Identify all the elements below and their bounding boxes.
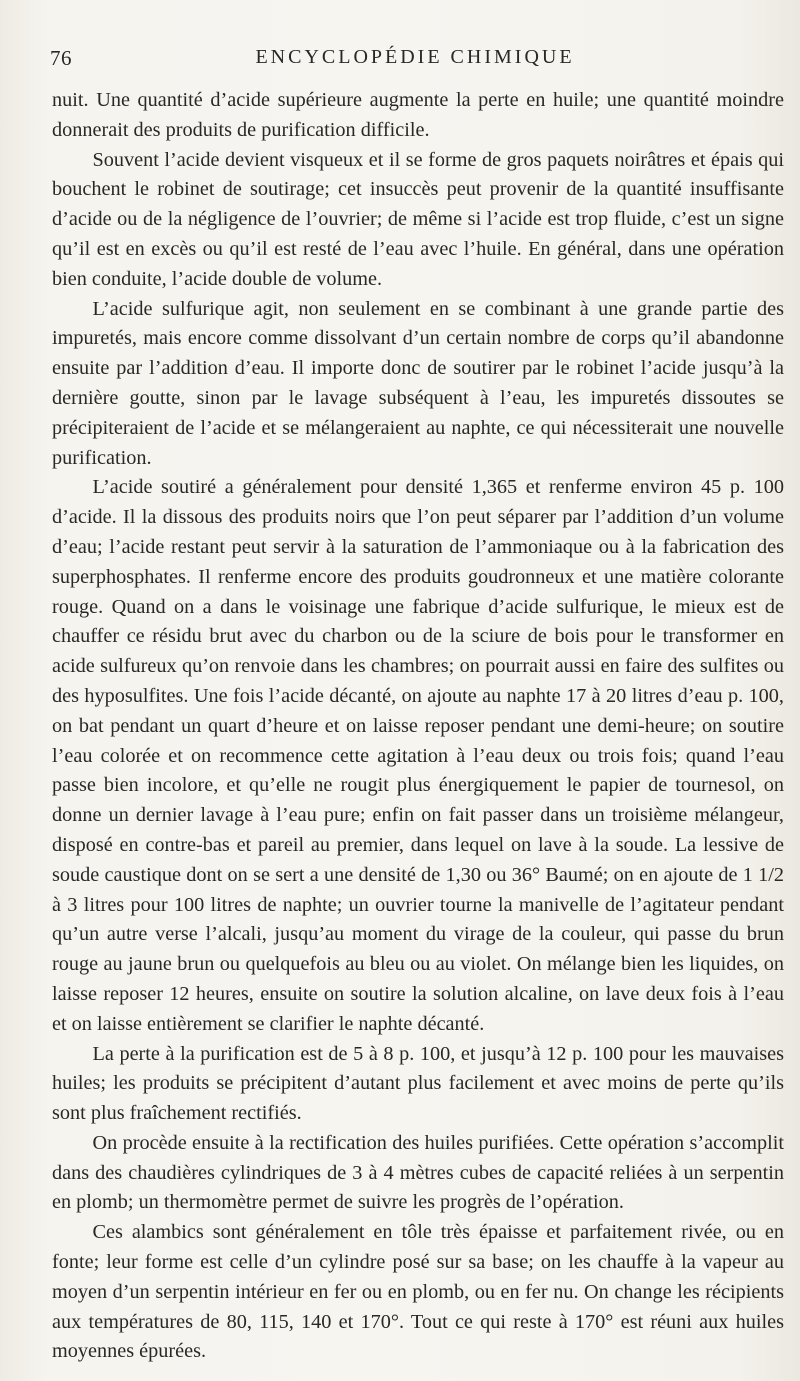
paragraph: Ces alambics sont généralement en tôle très épaisse et parfaitement rivée, ou en fonte; leur forme est celle d’un cylindre posé sur sa base; on les chauffe à la vapeur au moyen d’un serpentin intérieur en fer ou en plomb, ou en fer nu. On change les récipients aux températures de 80, 115, 140 et 170°. Tout ce qui reste à 170° est réuni aux huiles moyennes épurées. xyxy=(52,1221,784,1363)
paragraph: L’acide soutiré a généralement pour densité 1,365 et renferme environ 45 p. 100 d’acide. Il la dissous des produits noirs que l’on peut séparer par l’addition d’un volume d’eau; l’acide restant peut servir à la saturation de l’ammoniaque ou à la fabrication des superphosphates. Il renferme encore des produits goudronneux et une matière colorante rouge. Quand on a dans le voisinage une fabrique d’acide sulfurique, le mieux est de chauffer ce résidu brut avec du charbon ou de la sciure de bois pour le transformer en acide sulfureux qu’on renvoie dans les chambres; on pourrait aussi en faire des sulfites ou des hyposulfites. Une fois l’acide décanté, on ajoute au naphte 17 à 20 litres d’eau p. 100, on bat pendant un quart d’heure et on laisse reposer pendant une demi-heure; on soutire l’eau colorée et on recommence cette agitation à l’eau deux ou trois fois; quand l’eau passe bien incolore, et qu’elle ne rougit plus énergiquement le papier de tournesol, on donne un dernier lavage à l’eau pure; enfin on fait passer dans un troisième mélangeur, disposé en contre-bas et pareil au premier, dans lequel on lave à la soude. La lessive de soude caustique dont on se sert a une densité de 1,30 ou 36° Baumé; on en ajoute de 1 1/2 à 3 litres pour 100 litres de naphte; un ouvrier tourne la manivelle de l’agitateur pendant qu’un autre verse l’alcali, jusqu’au moment du virage de la couleur, qui passe du brun rouge au jaune brun ou quelquefois au bleu ou au violet. On mélange bien les liquides, on laisse reposer 12 heures, ensuite on soutire la solution alcaline, on lave deux fois à l’eau et on laisse entièrement se clarifier le naphte décanté. xyxy=(52,476,784,1035)
paragraph: L’acide sulfurique agit, non seulement en se combinant à une grande partie des impuretés, mais encore comme dissolvant d’un certain nombre de corps qu’il abandonne ensuite par l’addition d’eau. Il importe donc de soutirer par le robinet l’acide jusqu’à la dernière goutte, sinon par le lavage subséquent à l’eau, les impuretés dissoutes se précipiteraient de l’acide et se mélangeraient au naphte, ce qui nécessiterait une nouvelle purification. xyxy=(52,297,784,469)
paragraph: La perte à la purification est de 5 à 8 p. 100, et jusqu’à 12 p. 100 pour les mauvaises huiles; les produits se précipitent d’autant plus facilement et avec moins de perte qu’ils sont plus fraîchement rectifiés. xyxy=(52,1042,784,1125)
paragraph: On procède ensuite à la rectification des huiles purifiées. Cette opération s’accomplit dans des chaudières cylindriques de 3 à 4 mètres cubes de capacité reliées à un serpentin en plomb; un thermomètre permet de suivre les progrès de l’opération. xyxy=(52,1131,784,1214)
running-title: ENCYCLOPÉDIE CHIMIQUE xyxy=(255,46,575,68)
paragraph-continued: nuit. Une quantité d’acide supérieure augmente la perte en huile; une quantité moindre donnerait des produits de purification difficile. xyxy=(52,89,784,141)
page-number: 76 xyxy=(50,46,72,70)
body-text xyxy=(52,86,784,1367)
paragraph: Souvent l’acide devient visqueux et il se forme de gros paquets noirâtres et épais qui bouchent le robinet de soutirage; cet insuccès peut provenir de la quantité insuffisante d’acide ou de la négligence de l’ouvrier; de même si l’acide est trop fluide, c’est un signe qu’il est en excès ou qu’il est resté de l’eau avec l’huile. En général, dans une opération bien conduite, l’acide double de volume. xyxy=(52,148,784,290)
page-header xyxy=(0,46,800,76)
